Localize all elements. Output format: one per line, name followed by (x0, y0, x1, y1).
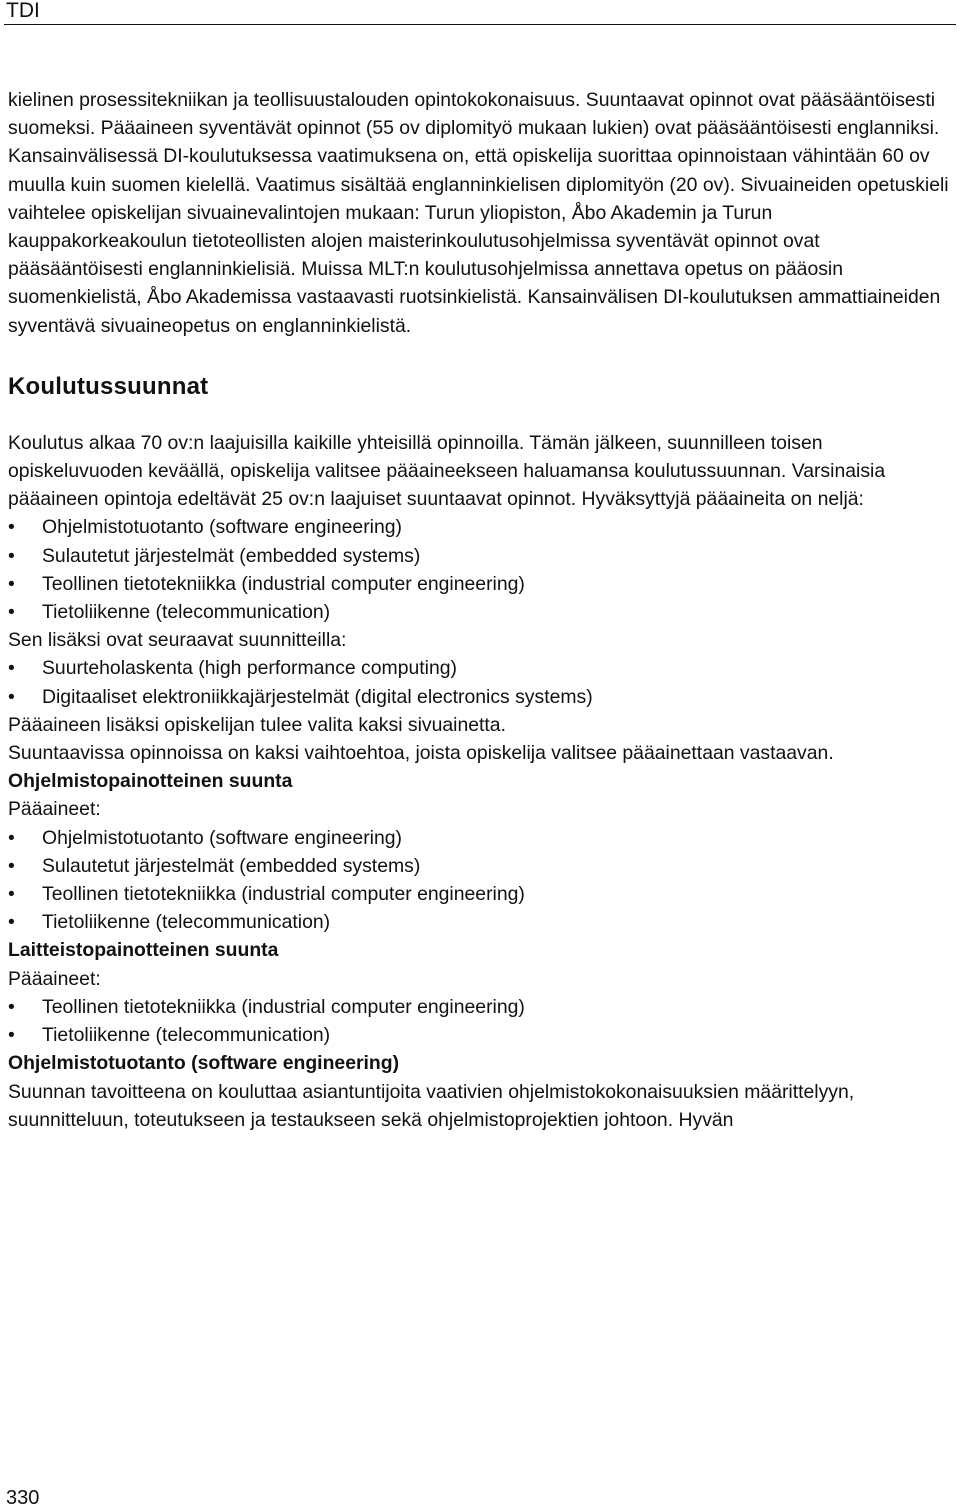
page-content (8, 86, 954, 1134)
bullet-icon: • (8, 516, 15, 539)
software-engineering-heading: Ohjelmistotuotanto (software engineering) (8, 1052, 400, 1075)
bullet-icon: • (8, 544, 15, 567)
list-item (8, 542, 954, 570)
list-item-text: Tietoliikenne (telecommunication) (42, 1024, 331, 1047)
bullet-icon: • (8, 1024, 15, 1047)
list-item-text: Tietoliikenne (telecommunication) (42, 601, 331, 624)
list-item-text: Teollinen tietotekniikka (industrial computer engineering) (42, 883, 525, 906)
list-item-text: Ohjelmistotuotanto (software engineering) (42, 826, 402, 849)
minor-subjects-note: Pääaineen lisäksi opiskelijan tulee valita kaksi sivuainetta. (8, 713, 506, 736)
list-item (8, 993, 954, 1021)
list-item (8, 908, 954, 936)
list-item-text: Suurteholaskenta (high performance computing) (42, 657, 457, 680)
list-item (8, 852, 954, 880)
bullet-icon: • (8, 572, 15, 595)
list-item-text: Tietoliikenne (telecommunication) (42, 911, 331, 934)
planned-subjects-intro: Sen lisäksi ovat seuraavat suunnitteilla: (8, 629, 347, 652)
list-item-text: Digitaaliset elektroniikkajärjestelmät (digital electronics systems) (42, 685, 593, 708)
list-item-text: Ohjelmistotuotanto (software engineering) (42, 516, 402, 539)
intro-paragraph: kielinen prosessitekniikan ja teollisuustalouden opintokokonaisuus. Suuntaavat opinnot ovat pääsääntöisesti suomeksi. Pääaineen syventävät opinnot (55 ov diplomityö mukaan lukien) ovat pääsääntöisesti englanniksi. Kansainvälisessä DI-koulutuksessa vaatimuksena on, että opiskelija suorittaa opinnoistaan vähintään 60 ov muulla kuin suomen kielellä. Vaatimus sisältää englanninkielisen diplomityön (20 ov). Sivuaineiden opetuskieli vaihtelee opiskelijan sivuainevalintojen mukaan: Turun yliopiston, Åbo Akademin ja Turun kauppakorkeakoulun tietoteollisten alojen maisterinkoulutusohjelmissa syventävät opinnot ovat pääsääntöisesti englanninkielisiä. Muissa MLT:n koulutusohjelmissa annettava opetus on pääosin suomenkielistä, Åbo Akademissa vastaavasti ruotsinkielistä. Kansainvälisen DI-koulutuksen ammattiaineiden syventävä sivuaineopetus on englanninkielistä. (8, 89, 949, 337)
list-item-text: Teollinen tietotekniikka (industrial computer engineering) (42, 572, 525, 595)
main-subjects-list (8, 513, 954, 626)
list-item (8, 880, 954, 908)
list-item (8, 598, 954, 626)
planned-subjects-list (8, 654, 954, 710)
software-engineering-paragraph: Suunnan tavoitteena on kouluttaa asiantuntijoita vaativien ohjelmistokokonaisuuksien määrittelyyn, suunnitteluun, toteutukseen ja testaukseen sekä ohjelmistoprojektien johtoon. Hyvän (8, 1080, 855, 1131)
section-heading-koulutussuunnat: Koulutussuunnat (8, 372, 209, 400)
list-item-text: Sulautetut järjestelmät (embedded systems) (42, 544, 421, 567)
software-orientation-label: Pääaineet: (8, 798, 101, 821)
hardware-orientation-heading: Laitteistopainotteinen suunta (8, 939, 279, 962)
hardware-orientation-list (8, 993, 954, 1049)
page-number: 330 (6, 1487, 40, 1509)
header-divider (4, 24, 956, 25)
list-item (8, 570, 954, 598)
hardware-orientation-label: Pääaineet: (8, 967, 101, 990)
list-item (8, 1021, 954, 1049)
bullet-icon: • (8, 601, 15, 624)
bullet-icon: • (8, 685, 15, 708)
running-header-title: TDI (6, 0, 40, 22)
list-item (8, 513, 954, 541)
orientation-note: Suuntaavissa opinnoissa on kaksi vaihtoehtoa, joista opiskelija valitsee pääainettaan vastaavan. (8, 742, 834, 765)
bullet-icon: • (8, 883, 15, 906)
list-item-text: Sulautetut järjestelmät (embedded systems) (42, 854, 421, 877)
koulutussuunnat-paragraph: Koulutus alkaa 70 ov:n laajuisilla kaikille yhteisillä opinnoilla. Tämän jälkeen, suunnilleen toisen opiskeluvuoden keväällä, opiskelija valitsee pääaineekseen haluamansa koulutussuunnan. Varsinaisia pääaineen opintoja edeltävät 25 ov:n laajuiset suuntaavat opinnot. Hyväksyttyjä pääaineita on neljä: (8, 431, 886, 511)
bullet-icon: • (8, 657, 15, 680)
bullet-icon: • (8, 995, 15, 1018)
list-item-text: Teollinen tietotekniikka (industrial computer engineering) (42, 995, 525, 1018)
bullet-icon: • (8, 854, 15, 877)
list-item (8, 683, 954, 711)
bullet-icon: • (8, 826, 15, 849)
software-orientation-list (8, 824, 954, 937)
software-orientation-heading: Ohjelmistopainotteinen suunta (8, 770, 293, 793)
list-item (8, 654, 954, 682)
list-item (8, 824, 954, 852)
bullet-icon: • (8, 911, 15, 934)
